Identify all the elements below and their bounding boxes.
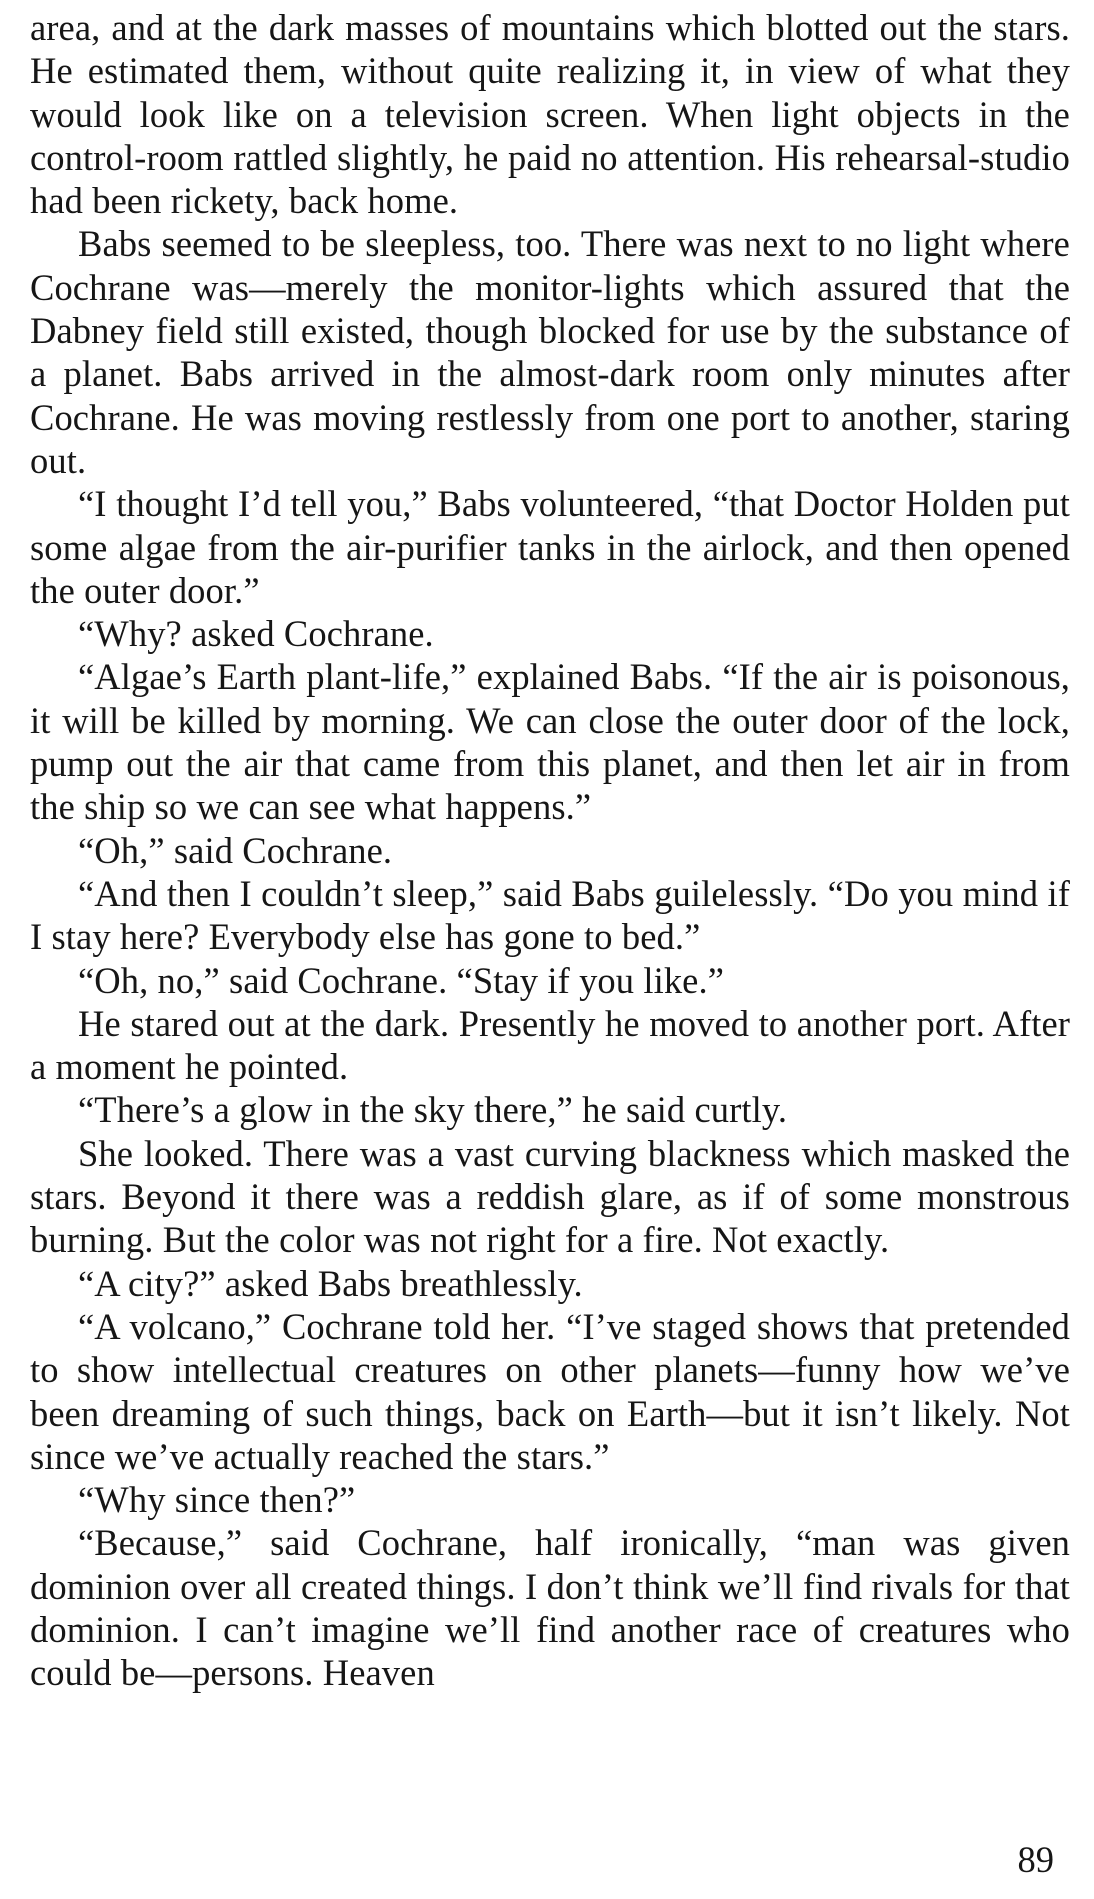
paragraph: “Why since then?” xyxy=(78,1479,356,1521)
paragraph: area, and at the dark masses of mountains which blotted out the stars. He estimated them, without quite realizing it, in view of what they would look like on a television screen. When light objects in the control-room rattled slightly, he paid no attention. His rehearsal-studio had been rickety, back home. xyxy=(30,7,1070,222)
paragraph: “A city?” asked Babs breathlessly. xyxy=(78,1262,583,1304)
paragraph: “There’s a glow in the sky there,” he said curtly. xyxy=(78,1089,788,1131)
paragraph: “A volcano,” Cochrane told her. “I’ve staged shows that pretended to show intellectual creatures on other planets—funny how we’ve been dreaming of such things, back on Earth—but it isn’t likely. Not since we’ve actually reached the stars.” xyxy=(30,1305,1070,1477)
paragraph: “Algae’s Earth plant-life,” explained Babs. “If the air is poisonous, it will be killed by morning. We can close the outer door of the lock, pump out the air that came from this planet, and then let air in from the ship so we can see what happens.” xyxy=(30,656,1070,828)
paragraph: “Oh,” said Cochrane. xyxy=(78,829,393,871)
page-number: 89 xyxy=(1017,1839,1054,1880)
paragraph: She looked. There was a vast curving blackness which masked the stars. Beyond it there was a reddish glare, as if of some monstrous burning. But the color was not right for a fire. Not exactly. xyxy=(30,1132,1070,1261)
paragraph: “And then I couldn’t sleep,” said Babs guilelessly. “Do you mind if I stay here? Everybody else has gone to bed.” xyxy=(30,872,1070,958)
paragraph: Babs seemed to be sleepless, too. There was next to no light where Cochrane was—merely the monitor-lights which assured that the Dabney field still existed, though blocked for use by the substance of a planet. Babs arrived in the almost-dark room only minutes after Cochrane. He was moving restlessly from one port to another, staring out. xyxy=(30,223,1070,481)
paragraph: “Why? asked Cochrane. xyxy=(78,613,434,655)
paragraph: “Because,” said Cochrane, half ironically, “man was given dominion over all created things. I don’t think we’ll find rivals for that dominion. I can’t imagine we’ll find another race of creatures who could be—persons. Heaven xyxy=(30,1522,1070,1694)
paragraph: “Oh, no,” said Cochrane. “Stay if you like.” xyxy=(78,959,725,1001)
paragraph: He stared out at the dark. Presently he moved to another port. After a moment he pointed. xyxy=(30,1002,1070,1088)
paragraph: “I thought I’d tell you,” Babs volunteered, “that Doctor Holden put some algae from the air-purifier tanks in the airlock, and then opened the outer door.” xyxy=(30,483,1070,611)
body-text xyxy=(30,6,1070,1695)
